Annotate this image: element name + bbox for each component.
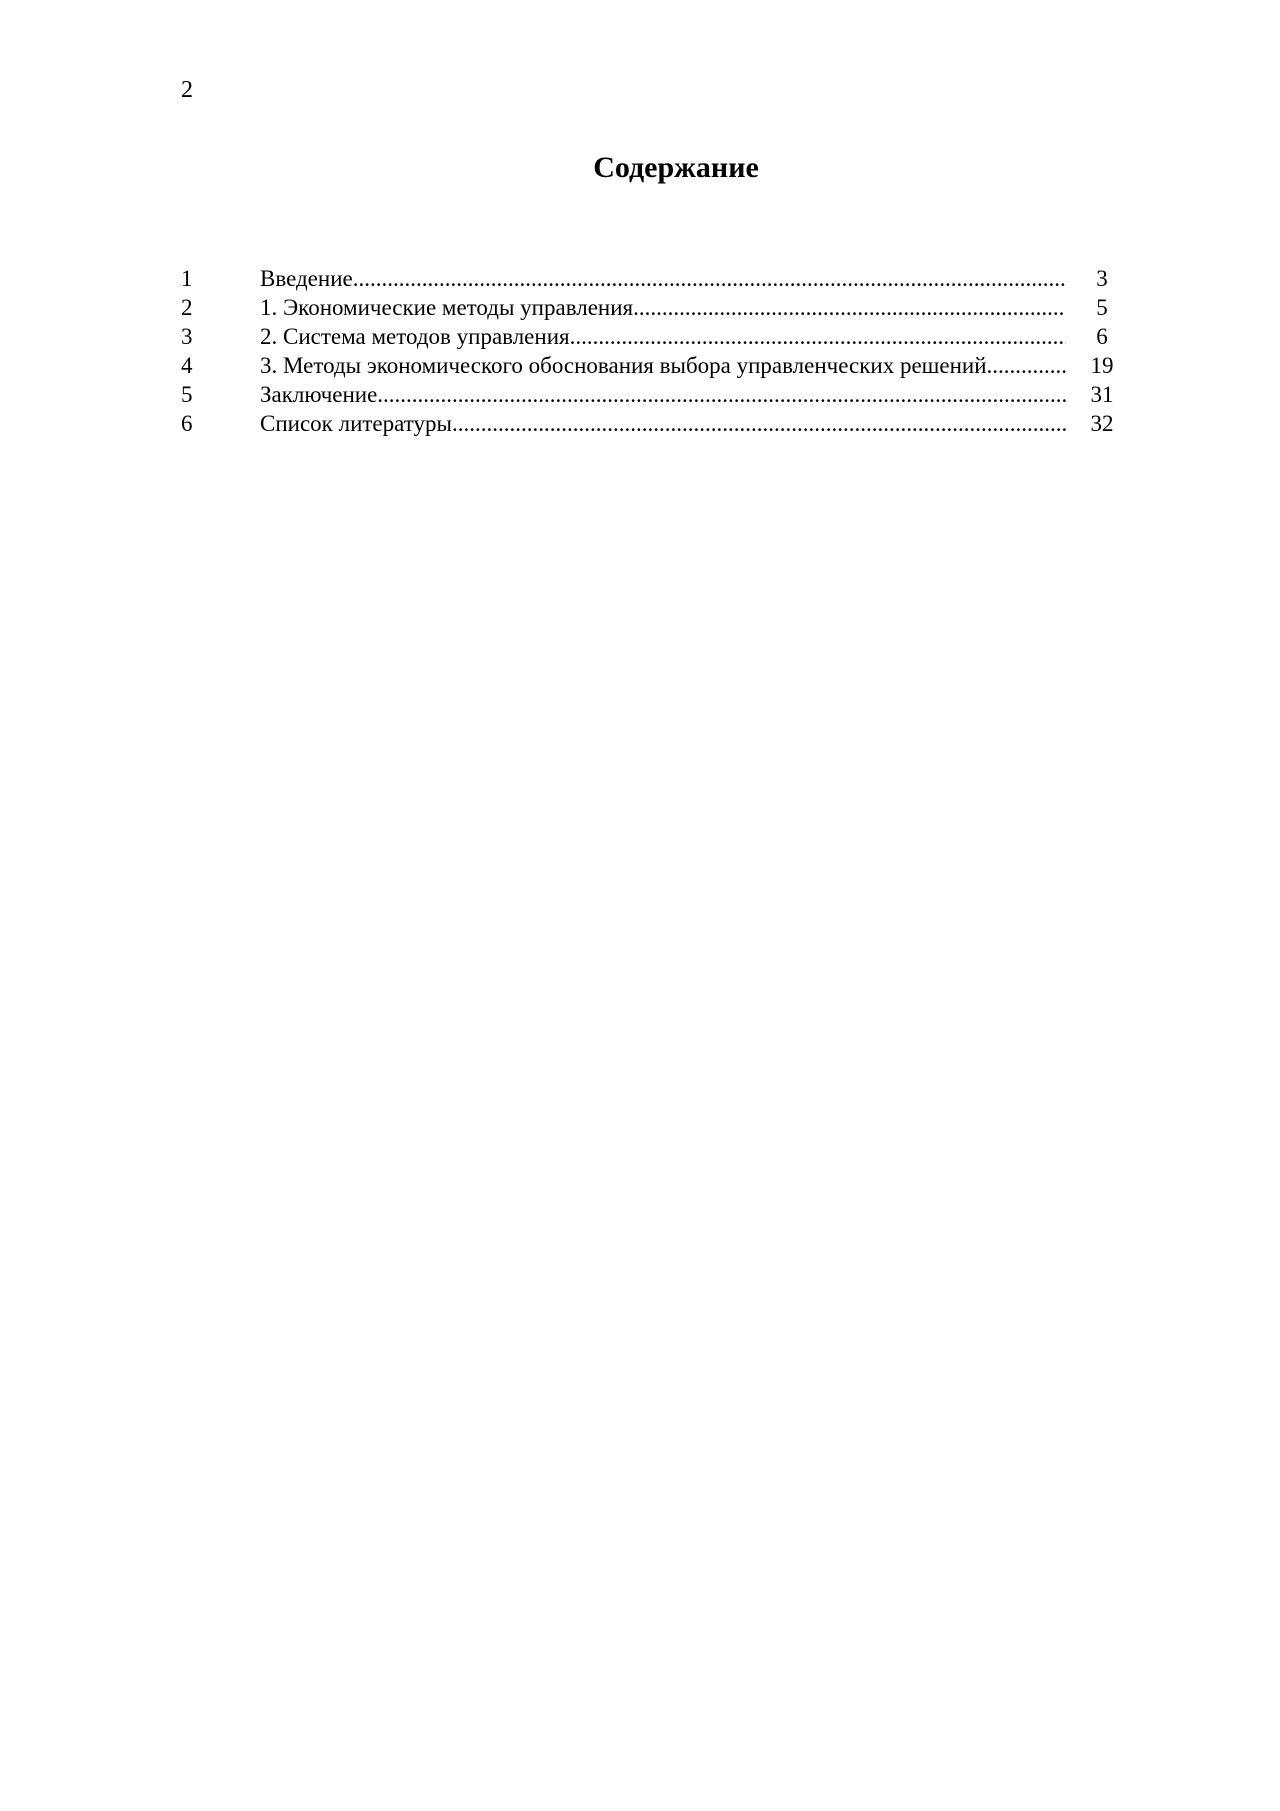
toc-row <box>181 264 1131 293</box>
page-number: 2 <box>181 77 193 103</box>
toc-row <box>181 351 1131 380</box>
toc-row <box>181 409 1131 438</box>
toc-entry-title[interactable]: Список литературы ..... <box>260 409 1066 438</box>
toc-page-number: 19 <box>1090 353 1114 378</box>
toc-row-number: 2 <box>181 295 193 320</box>
toc-page-number: 5 <box>1096 295 1108 320</box>
toc-entry-title[interactable]: 3. Методы экономического обоснования выбора управленческих решений ..... <box>260 351 1066 380</box>
toc-row <box>181 293 1131 322</box>
table-of-contents <box>181 264 1131 438</box>
toc-page-number: 3 <box>1096 266 1108 291</box>
toc-page-number: 6 <box>1096 324 1108 349</box>
toc-row-number: 3 <box>181 324 193 349</box>
toc-page-number: 32 <box>1090 411 1114 436</box>
toc-row-number: 6 <box>181 411 193 436</box>
toc-page-number: 31 <box>1090 382 1114 407</box>
toc-row-number: 1 <box>181 266 193 291</box>
toc-entry-title[interactable]: Заключение ..... <box>260 380 1066 409</box>
toc-entry-title[interactable]: 2. Система методов управления ..... <box>260 322 1066 351</box>
toc-entry-title[interactable]: Введение ..... <box>260 264 1066 293</box>
toc-row <box>181 322 1131 351</box>
toc-entry-title[interactable]: 1. Экономические методы управления ..... <box>260 293 1066 322</box>
toc-title: Содержание <box>593 151 759 184</box>
toc-row-number: 4 <box>181 353 193 378</box>
toc-row-number: 5 <box>181 382 193 407</box>
toc-row <box>181 380 1131 409</box>
